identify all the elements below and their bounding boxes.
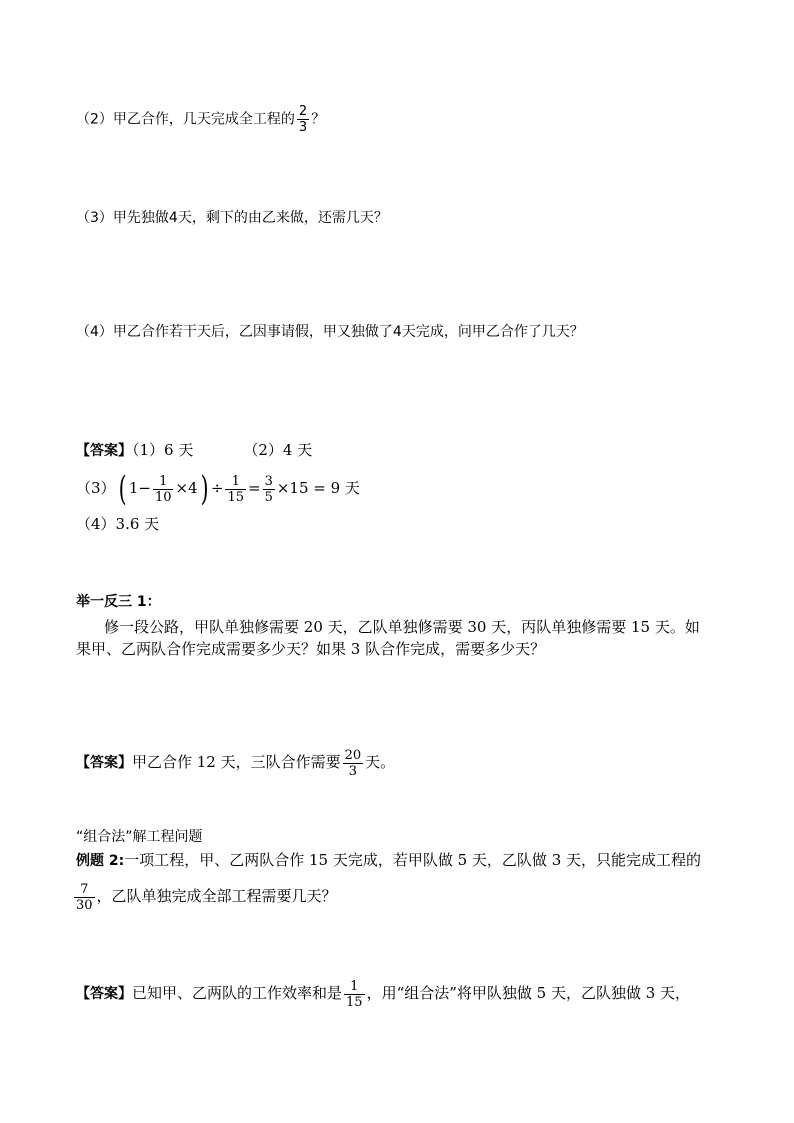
answer-tag: 【答案】 (76, 443, 132, 459)
practice-line-2: 果甲、乙两队合作完成需要多少天？如果 3 队合作完成，需要多少天？ (76, 640, 546, 658)
fraction-one-tenth: $\frac{1}{10}$ (154, 473, 172, 505)
section-title: “组合法”解工程问题 (76, 829, 203, 845)
question-4: （4）甲乙合作若干天后，乙因事请假，甲又独做了4天完成，问甲乙合作了几天？ (76, 324, 584, 340)
answer-tag: 【答案】 (76, 986, 132, 1002)
fraction-two-thirds: $\frac{2}{3}$ (298, 104, 308, 135)
answer-1-formula: （3）( 1− $\frac{1}{10}$ ×4) ÷ $\frac{1}{15}$ = $\frac{3}{5}$ ×15 = 9 天 (76, 469, 360, 509)
answer-1-line-4: （4）3.6 天 (76, 515, 160, 533)
fraction-one-fifteenth-2: $\frac{1}{15}$ (346, 978, 363, 1010)
answer-1-line-1: 【答案】（1）6 天 （2）4 天 (76, 441, 313, 459)
question-2: （2）甲乙合作，几天完成全工程的 $\frac{2}{3}$ ？ (76, 104, 326, 135)
question-3: （3）甲先独做4天，剩下的由乙来做，还需几天？ (76, 210, 388, 226)
fraction-three-fifths: $\frac{3}{5}$ (264, 473, 273, 505)
example-2-line-1: 例题 2:一项工程，甲、乙两队合作 15 天完成，若甲队做 5 天，乙队做 3 天，只能完成工程的 (76, 851, 702, 869)
fraction-twenty-thirds: $\frac{20}{3}$ (344, 747, 362, 779)
practice-title: 举一反三 1： (76, 594, 161, 610)
practice-line-1: 修一段公路，甲队单独修需要 20 天，乙队单独修需要 30 天，丙队单独修需要 15 天。如 (104, 618, 700, 636)
answer-3: 【答案】已知甲、乙两队的工作效率和是 $\frac{1}{15}$ ，用“组合法”将甲队独做 5 天，乙队独做 3 天， (76, 978, 691, 1010)
answer-tag: 【答案】 (76, 755, 132, 771)
question-2-text: （2）甲乙合作，几天完成全工程的 (76, 111, 295, 128)
answer-2: 【答案】甲乙合作 12 天，三队合作需要 $\frac{20}{3}$ 天。 (76, 747, 396, 779)
example-2-line-2: $\frac{7}{30}$ ，乙队单独完成全部工程需要几天？ (76, 881, 337, 913)
example-label: 例题 2: (76, 853, 125, 869)
fraction-seven-thirtieths: $\frac{7}{30}$ (76, 881, 93, 913)
fraction-one-fifteenth: $\frac{1}{15}$ (227, 473, 244, 505)
